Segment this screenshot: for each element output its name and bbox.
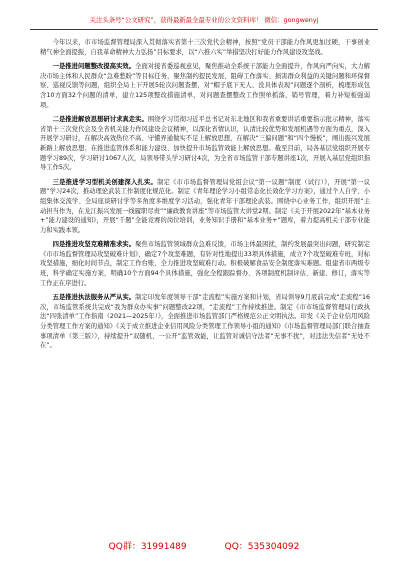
paragraph-lead: 一是推进问题整改提高实效。 bbox=[52, 63, 136, 71]
paragraph-1 bbox=[40, 62, 370, 110]
header-divider bbox=[30, 29, 378, 30]
footer-qq-group: QQ群：31991489 bbox=[108, 542, 187, 552]
paragraph-text: 制定《市市场监督管理局党组会议“第一议题”制度（试行）》，开展“第一议题”学习24次，推动理论武装工作制度化规范化。制定《青年理论学习小组常态化长效化学习方案》，通过个人自学、小组集体交流学、全局座谈研讨学等多角度多维度学习活动，强化青年干部理论武装。围绕中心业务工作，组织开展“主动担当作为，在龙江振兴发展一线履职尽责”“廉政教育讲座”等市场监管大讲堂2期。制定《关于开展2022年“基本业务+”能力建设的通知》，开展“千题”全能竞赛的岗位培训，业务知识手册和“基本业务+”题库，着力提高机关干部专业能力和实践本领。 bbox=[40, 178, 370, 234]
paragraph-4 bbox=[40, 240, 370, 288]
paragraph-lead: 四是推进攻坚克难精准求实。 bbox=[52, 241, 136, 249]
footer-qq: QQ：535304092 bbox=[224, 542, 300, 552]
paragraph-text: 聚焦市场监管领域群众急难反馈，市场主体最困扰，制约发展最突出问题，研究制定《市市场监督管理局攻坚破难计划》，确定7个攻坚难题，有针对性地提出33项具体措施，成立7个攻坚破难专班，对标攻坚措施，细化时间节点，制定工作台账，全力推进攻坚破难行动。积极破解食品安全制度落实难题。组建省市两级专班，科学确定实施方案，明确10个方面94个具体措施，强化全程跟踪督办、各项制度机制评估、新建、修订，落实等工作正在序进行。 bbox=[40, 241, 371, 287]
paragraph-text: 围绕学习贯彻习近平总书记对东北地区和我省重要讲话重要指示批示精神，落实省第十三次党代会及全省机关能力作风建设会议精神，以深化省情认识，认清比较优势和发展机遇等方面为重点，深入开展学习研讨，在解决高效热位不高、守懂弄通做实不足上解放思想，在解决“三偏问题”和“四个慢板”，阐出振兴发展新路上解放思想；在推进监管体系和能力建设、加快提升市场监管效能上解放思想。截至目前，局各基层党组织开展专题学习89次，学习研讨1067人次，局领导带头学习研讨4次，为全省市场监管干部专题讲座1次，开展入基层党组织指导工作5次。 bbox=[40, 116, 371, 172]
paragraph-text: 制定印发年度领导干部“走流程”实施方案和计划，省局领导9月底前完成“走流程”16次，市场监管系统共完成“我为群众办实事”问题整改22项，“走流程”工作持续推进。制定《市市场监督管理局行政执法“四张清单”工作指南（2021—2025年）》，全面推进市场监管部门严格规范公正文明执法。印发《关于企业信用风险分类管理工作方案的通知》《关于成立推进企业信用风险分类管理工作领导小组的通知》《市场监督管理局部门联合抽查事项清单（第三版）》，持续提升“双随机、一公开”监管效能，让监管对诚信守法者“无事不扰”，对违法失信者“无处不在”。 bbox=[40, 294, 370, 350]
paragraph-2 bbox=[40, 115, 370, 173]
page-header: 关注头条号“公文研究”，获得最新最全最专业的公文资料库！ 微信：gongwenyj bbox=[89, 16, 319, 24]
paragraph-5 bbox=[40, 293, 370, 351]
paragraph-3 bbox=[40, 178, 370, 236]
document-body bbox=[40, 38, 370, 356]
page-footer bbox=[0, 540, 408, 554]
paragraph-intro bbox=[40, 38, 370, 57]
paragraph-text: 今年以来，市市场监督管理局深入贯彻落实省第十三次党代会精神，按照“党员干部能力作风更加过硬，干事创业精气神全面提振，自我革命精神大力弘扬”目标要求，以“六推六实”举措坚决打好能力作风建设攻坚战。 bbox=[40, 39, 370, 56]
paragraph-lead: 五是推进执法服务从严从实。 bbox=[52, 294, 136, 302]
paragraph-text: 全面对接省委巡视意见，聚焦推动全系统干部能力全面提升，作风向严向实，大力解决市场主体和人民群众“急难愁盼”等目标任务，聚焦制约提民发展、阻碍工作落实、损害群众利益的关键问题和环保督察、巡视反馈等问题，组织全局上下开展5轮次问题查摆，对“帽子底下无人、没具体表现”问题逐个剖析，梳理形成包含10方面32个问题的清单，建立125项整改措施清单，对问题查摆整改工作照单抓落，销号管理，着力补短板强弱项。 bbox=[40, 63, 371, 109]
paragraph-lead: 二是推进解放思想研讨求真走实。 bbox=[52, 116, 148, 124]
paragraph-lead: 三是推进学习型机关创建深入扎实。 bbox=[52, 178, 158, 186]
